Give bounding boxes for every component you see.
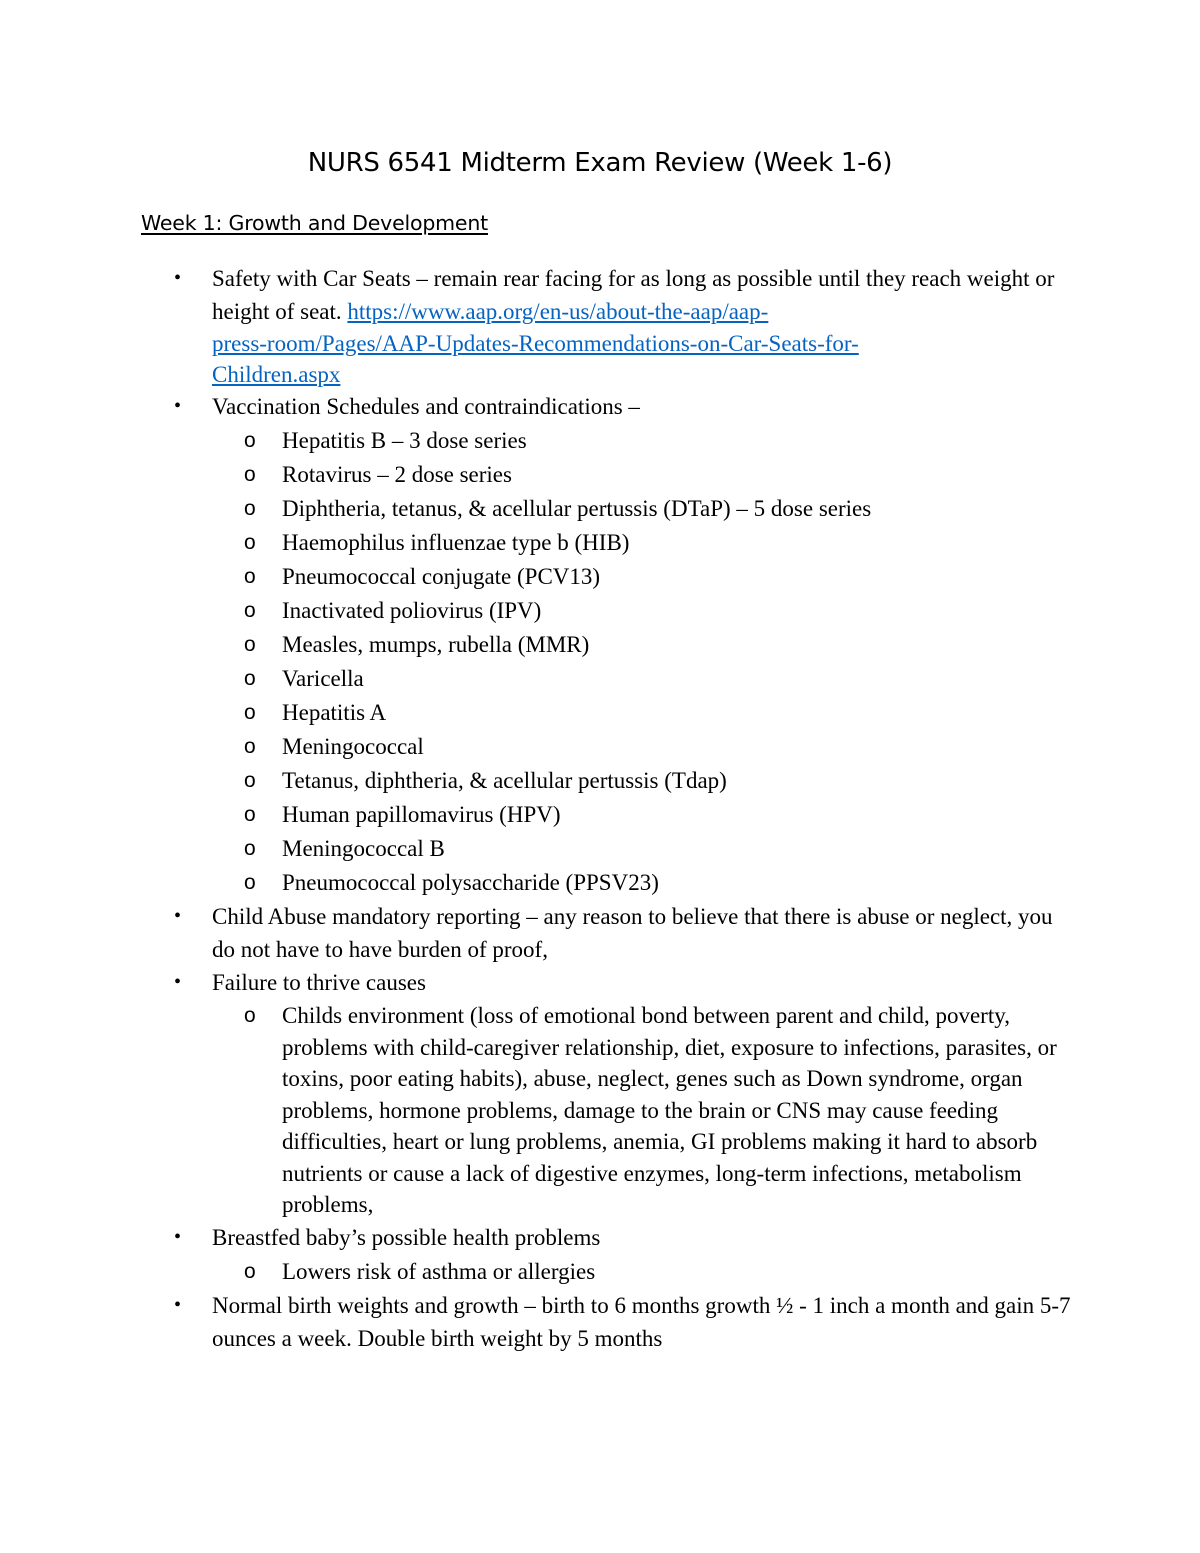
sub-item [244, 866, 1072, 900]
sub-item-text: Diphtheria, tetanus, & acellular pertussis (DTaP) – 5 dose series [282, 496, 872, 521]
sub-item [244, 1000, 1072, 1221]
item-text: Failure to thrive causes [212, 970, 426, 995]
item-text: Breastfed baby’s possible health problems [212, 1224, 601, 1250]
sub-item [244, 1255, 1072, 1289]
section-heading-week-1: Week 1: Growth and Development [141, 211, 488, 235]
circle-bullet-icon: o [244, 701, 256, 724]
sub-item-text: Human papillomavirus (HPV) [282, 802, 561, 827]
document-title: NURS 6541 Midterm Exam Review (Week 1-6) [307, 148, 893, 178]
bullet-icon: • [174, 395, 182, 417]
list-item-child-abuse [174, 900, 1072, 966]
circle-bullet-icon: o [244, 1259, 256, 1283]
sub-item-text: Hepatitis B – 3 dose series [282, 428, 527, 453]
sub-item [244, 526, 1072, 560]
sub-item-text: Childs environment (loss of emotional bond between parent and child, poverty, problems with child-caregiver relationship, diet, exposure to infections, parasites, or toxins, poor eating habits), abuse, neglect, genes such as Down syndrome, organ problems, hormone problems, damage to the brain or CNS may cause feeding difficulties, heart or lung problems, anemia, GI problems making it hard to absorb nutrients or cause a lack of digestive enzymes, long-term infections, metabolism problems, [282, 1003, 1057, 1217]
sub-item [244, 832, 1072, 866]
bullet-icon: • [174, 1293, 182, 1316]
failure-to-thrive-sub-list [212, 1000, 1072, 1221]
item-text: Normal birth weights and growth – birth to 6 months growth ½ - 1 inch a month and gain 5-7 ounces a week. Double birth weight by 5 months [212, 1292, 1071, 1351]
item-text: Safety with Car Seats – remain rear facing for as long as possible until they reach weight or height of seat. [212, 266, 1055, 324]
circle-bullet-icon: o [244, 1004, 256, 1027]
sub-item [244, 696, 1072, 730]
circle-bullet-icon: o [244, 803, 256, 826]
sub-item [244, 764, 1072, 798]
bullet-icon: • [174, 971, 182, 993]
sub-item [244, 594, 1072, 628]
bullet-list [174, 262, 1072, 1355]
sub-item [244, 492, 1072, 526]
bullet-icon: • [174, 267, 182, 289]
circle-bullet-icon: o [244, 565, 256, 588]
bullet-icon: • [174, 1225, 182, 1248]
circle-bullet-icon: o [244, 837, 256, 860]
sub-item-text: Inactivated poliovirus (IPV) [282, 598, 542, 623]
sub-item [244, 798, 1072, 832]
item-text: Child Abuse mandatory reporting – any reason to believe that there is abuse or neglect, you do not have to have burden of proof, [212, 904, 1053, 962]
sub-item-text: Pneumococcal polysaccharide (PPSV23) [282, 870, 659, 895]
sub-item [244, 424, 1072, 458]
list-item-breastfed [174, 1221, 1072, 1289]
sub-item-text: Hepatitis A [282, 700, 387, 725]
sub-item [244, 730, 1072, 764]
circle-bullet-icon: o [244, 497, 256, 520]
circle-bullet-icon: o [244, 463, 256, 486]
sub-item [244, 458, 1072, 492]
sub-item [244, 628, 1072, 662]
link-line-1: https://www.aap.org/en-us/about-the-aap/aap- [347, 299, 769, 324]
list-item-car-seats [174, 262, 1072, 390]
list-item-failure-to-thrive [174, 966, 1072, 1221]
sub-item-text: Haemophilus influenzae type b (HIB) [282, 530, 630, 555]
link-line-2: press-room/Pages/AAP-Updates-Recommendations-on-Car-Seats-for- [212, 331, 859, 356]
circle-bullet-icon: o [244, 769, 256, 792]
item-text: Vaccination Schedules and contraindications – [212, 394, 640, 419]
sub-item-text: Measles, mumps, rubella (MMR) [282, 632, 590, 657]
sub-item-text: Lowers risk of asthma or allergies [282, 1258, 596, 1284]
circle-bullet-icon: o [244, 871, 256, 894]
circle-bullet-icon: o [244, 633, 256, 656]
list-item-birth-weights [174, 1289, 1072, 1355]
link-line-3: Children.aspx [212, 362, 341, 387]
sub-item [244, 662, 1072, 696]
circle-bullet-icon: o [244, 429, 256, 452]
circle-bullet-icon: o [244, 599, 256, 622]
sub-item-text: Rotavirus – 2 dose series [282, 462, 512, 487]
circle-bullet-icon: o [244, 667, 256, 690]
vaccination-sub-list [212, 424, 1072, 900]
circle-bullet-icon: o [244, 531, 256, 554]
sub-item [244, 560, 1072, 594]
sub-item-text: Meningococcal B [282, 836, 445, 861]
list-item-vaccinations [174, 390, 1072, 900]
sub-item-text: Tetanus, diphtheria, & acellular pertussis (Tdap) [282, 768, 727, 793]
sub-item-text: Meningococcal [282, 734, 424, 759]
sub-item-text: Pneumococcal conjugate (PCV13) [282, 564, 601, 589]
bullet-icon: • [174, 905, 182, 927]
breastfed-sub-list [212, 1255, 1072, 1289]
sub-item-text: Varicella [282, 666, 364, 691]
circle-bullet-icon: o [244, 735, 256, 758]
